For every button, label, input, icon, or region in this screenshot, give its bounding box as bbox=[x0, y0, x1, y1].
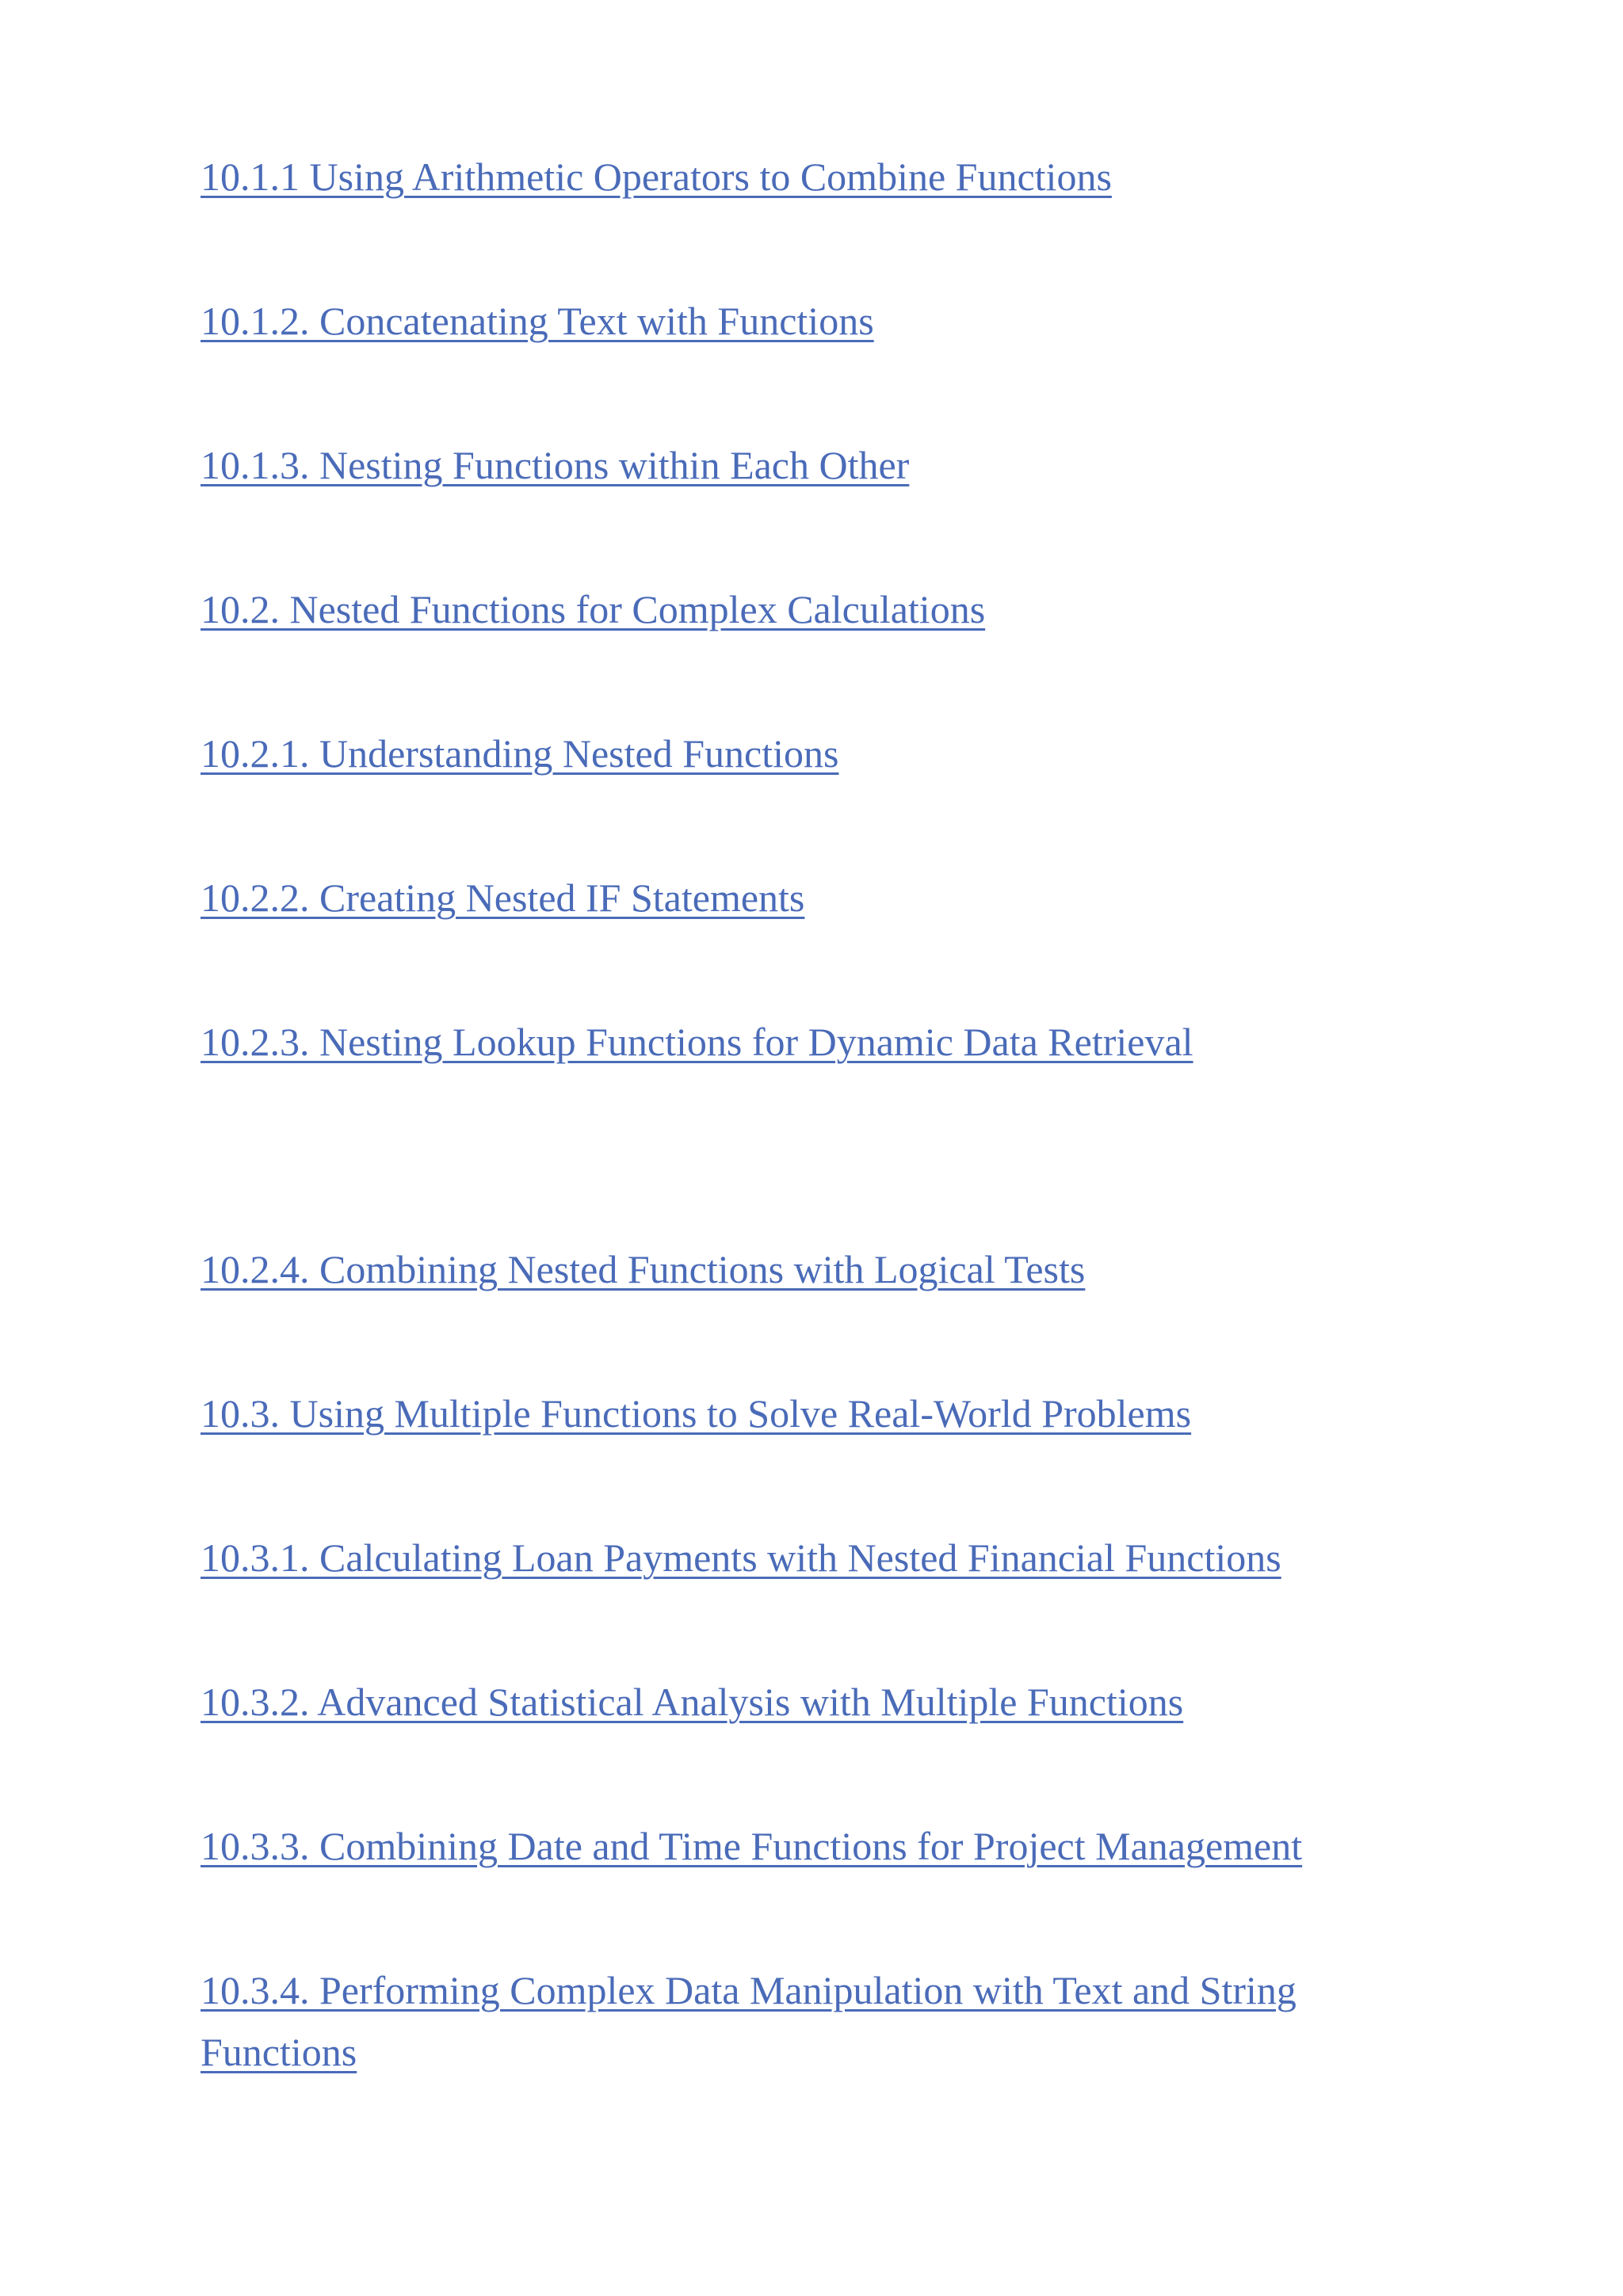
toc-link-10-2-3[interactable]: 10.2.3. Nesting Lookup Functions for Dynamic Data Retrieval bbox=[200, 1020, 1193, 1064]
toc-link-10-3-1[interactable]: 10.3.1. Calculating Loan Payments with Nested Financial Functions bbox=[200, 1535, 1281, 1580]
toc-link-10-2-2[interactable]: 10.2.2. Creating Nested IF Statements bbox=[200, 875, 805, 920]
toc-link-10-3[interactable]: 10.3. Using Multiple Functions to Solve Real-World Problems bbox=[200, 1391, 1192, 1436]
toc-link-10-2-4[interactable]: 10.2.4. Combining Nested Functions with Logical Tests bbox=[200, 1247, 1086, 1291]
toc-link-10-3-4[interactable]: 10.3.4. Performing Complex Data Manipulation with Text and String Functions bbox=[200, 1968, 1296, 2074]
toc-link-10-2[interactable]: 10.2. Nested Functions for Complex Calculations bbox=[200, 587, 986, 631]
toc-link-10-1-1[interactable]: 10.1.1 Using Arithmetic Operators to Combine Functions bbox=[200, 154, 1112, 199]
toc-link-10-2-1[interactable]: 10.2.1. Understanding Nested Functions bbox=[200, 731, 839, 776]
toc-link-10-1-3[interactable]: 10.1.3. Nesting Functions within Each Other bbox=[200, 443, 910, 487]
toc-link-10-3-3[interactable]: 10.3.3. Combining Date and Time Functions for Project Management bbox=[200, 1824, 1303, 1868]
toc-link-10-3-2[interactable]: 10.3.2. Advanced Statistical Analysis with Multiple Functions bbox=[200, 1680, 1184, 1724]
toc-link-10-1-2[interactable]: 10.1.2. Concatenating Text with Functions bbox=[200, 299, 874, 343]
